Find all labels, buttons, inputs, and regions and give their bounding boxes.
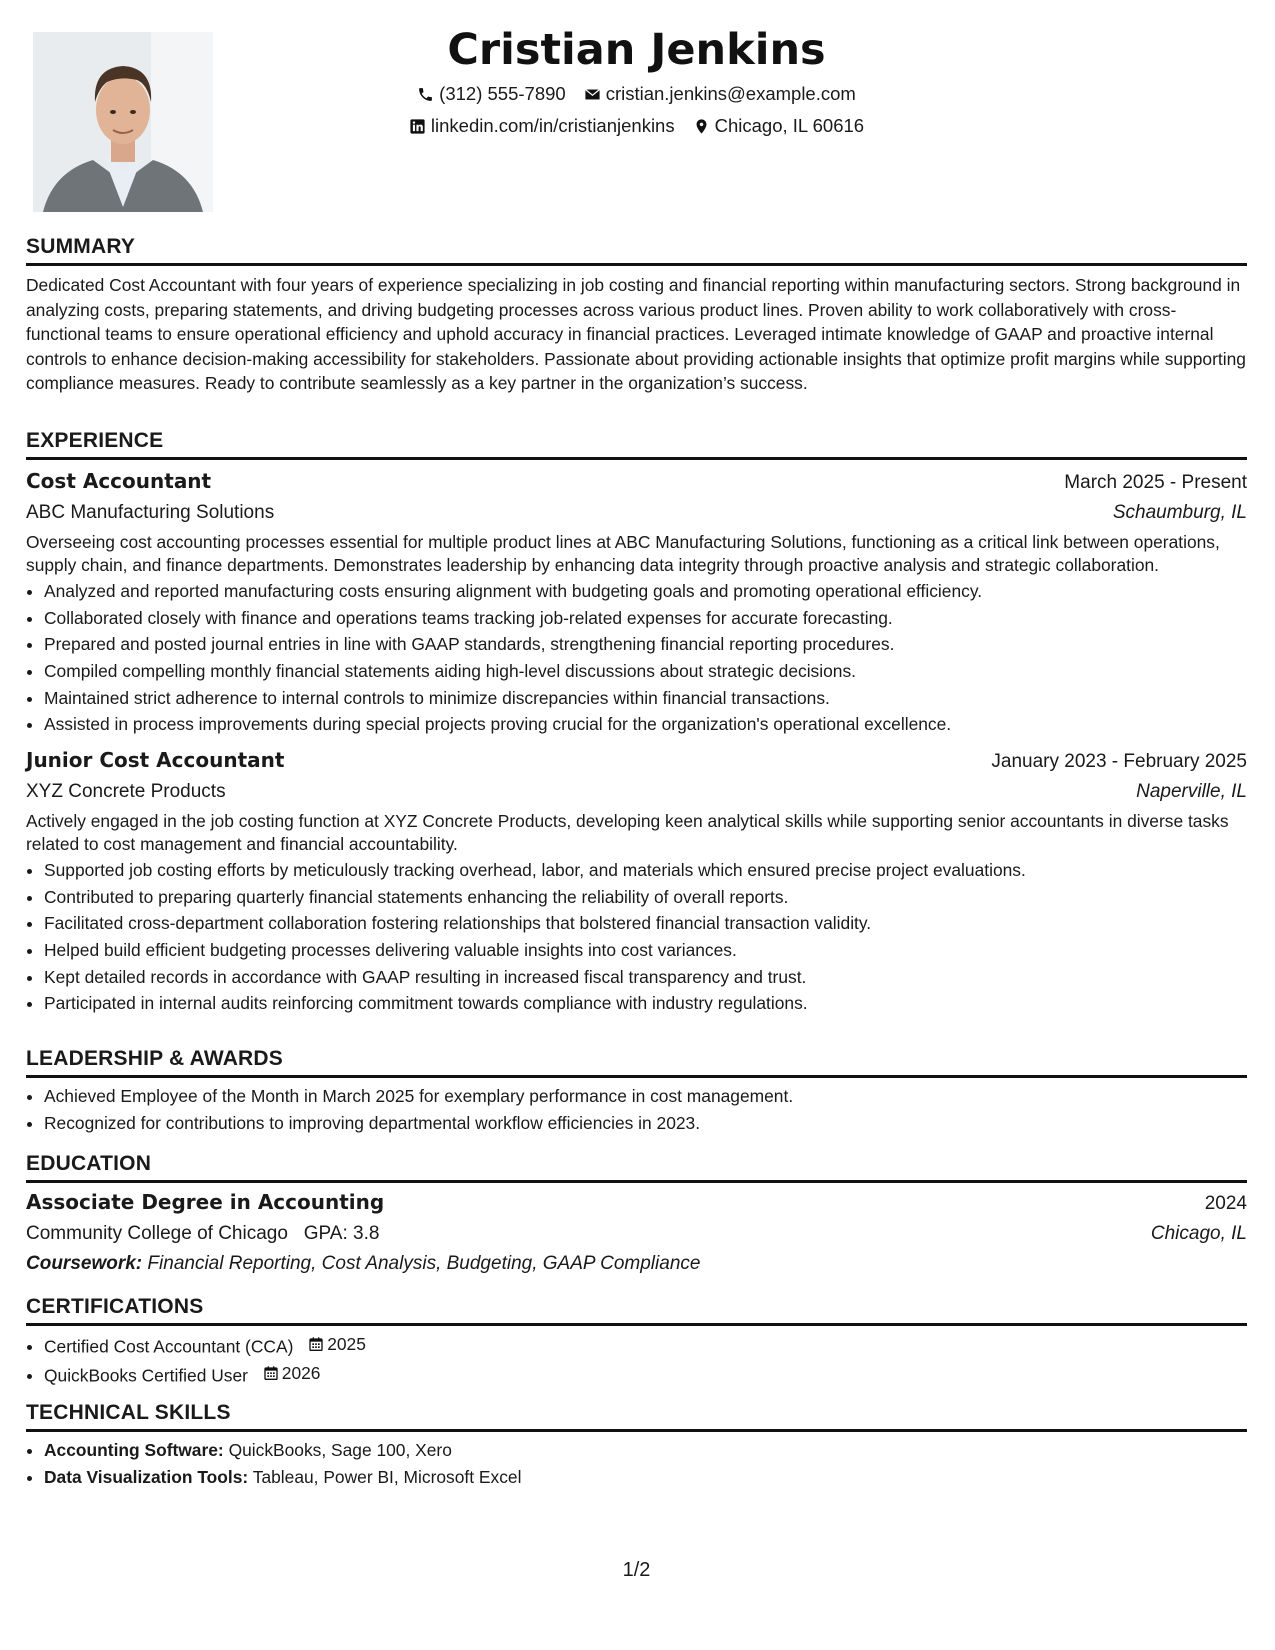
school-location: Chicago, IL	[1150, 1223, 1247, 1244]
list-item: • Helped build efficient budgeting processes delivering valuable insights into cost variances.	[44, 937, 1247, 964]
degree-row	[26, 1187, 1247, 1219]
company-name: XYZ Concrete Products	[26, 781, 226, 803]
list-item: • Maintained strict adherence to internal controls to minimize discrepancies within financial transactions.	[44, 685, 1247, 712]
job-description: Actively engaged in the job costing function at XYZ Concrete Products, developing keen analytical skills while supporting senior accountants in diverse tasks related to cost management and financial accountability.	[26, 811, 1229, 855]
calendar-icon	[308, 1336, 324, 1352]
list-item	[44, 1331, 1247, 1360]
job-header	[26, 745, 1247, 777]
job-company-row	[26, 777, 1247, 807]
email-address: cristian.jenkins@example.com	[605, 83, 856, 104]
leadership-section	[26, 1045, 1247, 1136]
certifications-list	[26, 1331, 1247, 1389]
skills-section	[26, 1399, 1247, 1490]
list-item: • Achieved Employee of the Month in March 2025 for exemplary performance in cost management.	[44, 1083, 1247, 1110]
location-text: Chicago, IL 60616	[714, 115, 865, 136]
summary-text: Dedicated Cost Accountant with four years of experience specializing in job costing and financial reporting within manufacturing sectors. Strong background in analyzing costs, preparing statements, and driving budgeting processes across various product lines. Proven ability to work collaboratively with cross-functional teams to ensure operational efficiency and uphold accuracy in financial practices. Leveraged intimate knowledge of GAAP and proactive internal controls to enhance decision-making accessibility for stakeholders. Passionate about providing actionable insights that optimize profit margins while supporting compliance measures. Ready to contribute seamlessly as a key partner in the organization’s success.	[26, 275, 1246, 393]
contact-row-2	[26, 110, 1247, 142]
list-item: • Assisted in process improvements during special projects proving crucial for the organization's operational excellence.	[44, 711, 1247, 738]
job-company-row	[26, 498, 1247, 528]
list-item	[44, 1360, 1247, 1389]
job-location: Naperville, IL	[1136, 781, 1247, 803]
degree-name: Associate Degree in Accounting	[26, 1190, 385, 1214]
job-location: Schaumburg, IL	[1112, 502, 1247, 523]
coursework-list: Financial Reporting, Cost Analysis, Budgeting, GAAP Compliance	[147, 1253, 701, 1274]
job-header	[26, 466, 1247, 498]
candidate-name: Cristian Jenkins	[447, 25, 826, 75]
map-pin-icon	[693, 118, 710, 135]
school-row	[26, 1219, 1247, 1249]
school-info	[26, 1219, 379, 1249]
certifications-section	[26, 1293, 1247, 1389]
skill-category: Data Visualization Tools:	[44, 1466, 249, 1487]
list-item: • Supported job costing efforts by meticulously tracking overhead, labor, and materials which ensured precise project evaluations.	[44, 857, 1247, 884]
list-item	[44, 1437, 1247, 1464]
linkedin-contact[interactable]	[409, 110, 675, 142]
awards-list	[26, 1083, 1247, 1136]
resume-page	[26, 0, 1247, 1650]
school-name: Community College of Chicago	[26, 1223, 288, 1244]
job-dates: March 2025 - Present	[1064, 472, 1247, 493]
envelope-icon	[584, 86, 601, 103]
certification-date	[263, 1360, 321, 1387]
calendar-icon	[263, 1365, 279, 1381]
list-item: • Recognized for contributions to improving departmental workflow efficiencies in 2023.	[44, 1110, 1247, 1137]
skill-category: Accounting Software:	[44, 1440, 224, 1460]
education-section	[26, 1150, 1247, 1279]
graduation-year: 2024	[1204, 1193, 1247, 1214]
section-title: SUMMARY	[26, 233, 1247, 266]
summary-section	[26, 233, 1247, 396]
job-entry	[26, 745, 1247, 1017]
list-item: • Kept detailed records in accordance with GAAP resulting in increased fiscal transparency and trust.	[44, 964, 1247, 991]
job-entry	[26, 466, 1247, 738]
page-number: 1/2	[622, 1559, 651, 1581]
phone-number: (312) 555-7890	[439, 83, 566, 104]
skill-values: Tableau, Power BI, Microsoft Excel	[252, 1466, 522, 1487]
coursework-label: Coursework:	[26, 1253, 143, 1274]
company-name: ABC Manufacturing Solutions	[26, 502, 275, 523]
certification-year: 2026	[281, 1363, 321, 1384]
list-item: • Facilitated cross-department collaboration fostering relationships that bolstered financial transaction validity.	[44, 910, 1247, 937]
list-item: • Compiled compelling monthly financial statements aiding high-level discussions about strategic decisions.	[44, 658, 1247, 685]
list-item: • Prepared and posted journal entries in line with GAAP standards, strengthening financial reporting procedures.	[44, 631, 1247, 658]
section-title: EDUCATION	[26, 1150, 1247, 1183]
section-title: LEADERSHIP & AWARDS	[26, 1045, 1247, 1078]
job-dates: January 2023 - February 2025	[991, 751, 1247, 773]
list-item: • Contributed to preparing quarterly financial statements enhancing the reliability of overall reports.	[44, 884, 1247, 911]
linkedin-icon	[409, 118, 426, 135]
section-title: CERTIFICATIONS	[26, 1293, 1247, 1326]
contact-row-1	[26, 78, 1247, 110]
email-contact[interactable]	[584, 78, 856, 110]
job-title: Junior Cost Accountant	[26, 748, 285, 773]
linkedin-url: linkedin.com/in/cristianjenkins	[430, 115, 675, 136]
skill-values: QuickBooks, Sage 100, Xero	[228, 1440, 452, 1460]
job-bullets	[26, 857, 1247, 1017]
gpa: GPA: 3.8	[303, 1223, 380, 1244]
list-item: • Collaborated closely with finance and operations teams tracking job-related expenses for accurate forecasting.	[44, 605, 1247, 632]
job-bullets	[26, 578, 1247, 738]
list-item: • Analyzed and reported manufacturing costs ensuring alignment with budgeting goals and promoting operational efficiency.	[44, 578, 1247, 605]
skills-list	[26, 1437, 1247, 1490]
coursework	[26, 1249, 1247, 1279]
certification-year: 2025	[327, 1334, 366, 1354]
job-description: Overseeing cost accounting processes essential for multiple product lines at ABC Manufacturing Solutions, functioning as a critical link between operations, supply chain, and finance departments. Demonstrates leadership by enhancing data integrity through proactive analysis and strategic collaboration.	[26, 532, 1220, 576]
phone-contact[interactable]	[417, 78, 566, 110]
job-title: Cost Accountant	[26, 469, 212, 493]
header	[26, 22, 1247, 142]
certification-name: QuickBooks Certified User	[44, 1365, 248, 1386]
section-title: TECHNICAL SKILLS	[26, 1399, 1247, 1432]
list-item: • Participated in internal audits reinforcing commitment towards compliance with industry regulations.	[44, 990, 1247, 1017]
phone-icon	[417, 86, 434, 103]
list-item	[44, 1464, 1247, 1491]
certification-name: Certified Cost Accountant (CCA)	[44, 1336, 294, 1357]
section-title: EXPERIENCE	[26, 427, 1247, 460]
experience-section	[26, 427, 1247, 1017]
location-contact	[693, 110, 864, 142]
certification-date	[308, 1331, 366, 1358]
